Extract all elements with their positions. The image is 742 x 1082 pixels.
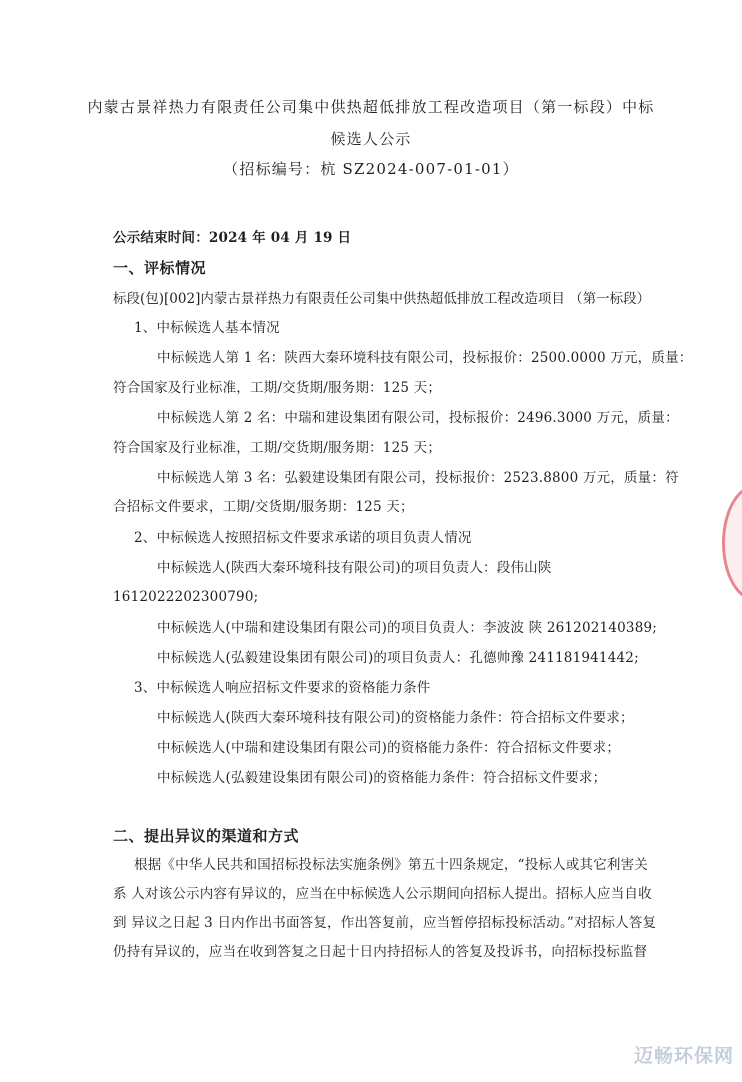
candidate-1-line-2: 符合国家及行业标准，工期/交货期/服务期：125 天； — [113, 380, 442, 396]
candidate-3-line-1: 中标候选人第 3 名：弘毅建设集团有限公司，投标报价：2523.8800 万元，质量：符 — [157, 470, 679, 486]
objection-paragraph-line-4: 仍持有异议的，应当在收到答复之日起十日内持招标人的答复及投诉书，向招标投标监督 — [113, 944, 648, 960]
section-2-heading: 二、提出异议的渠道和方式 — [113, 827, 300, 845]
project-manager-1-line-1: 中标候选人(陕西大秦环境科技有限公司)的项目负责人：段伟山陕 — [157, 560, 552, 576]
tender-number: （招标编号：杭 SZ2024-007-01-01） — [223, 160, 519, 178]
subsection-2-heading: 2、中标候选人按照招标文件要求承诺的项目负责人情况 — [134, 530, 472, 546]
qualification-3: 中标候选人(弘毅建设集团有限公司)的资格能力条件：符合招标文件要求； — [157, 770, 607, 786]
objection-paragraph-line-3: 到 异议之日起 3 日内作出书面答复，作出答复前，应当暂停招标投标活动。”对招标人答复 — [113, 915, 657, 931]
project-manager-3: 中标候选人(弘毅建设集团有限公司)的项目负责人：孔德帅豫 241181941442; — [157, 650, 639, 666]
red-seal-stamp — [722, 485, 742, 601]
subsection-1-heading: 1、中标候选人基本情况 — [134, 320, 280, 336]
candidate-2-line-2: 符合国家及行业标准，工期/交货期/服务期：125 天； — [113, 440, 442, 456]
publicity-end-time: 公示结束时间：2024 年 04 月 19 日 — [113, 230, 352, 246]
project-manager-2: 中标候选人(中瑞和建设集团有限公司)的项目负责人：李波波 陕 261202140389; — [157, 620, 658, 636]
qualification-1: 中标候选人(陕西大秦环境科技有限公司)的资格能力条件：符合招标文件要求； — [157, 710, 634, 726]
objection-paragraph-line-1: 根据《中华人民共和国招标投标法实施条例》第五十四条规定，“投标人或其它利害关 — [134, 857, 649, 873]
objection-paragraph-line-2: 系 人对该公示内容有异议的，应当在中标候选人公示期间向招标人提出。招标人应当自收 — [113, 886, 652, 902]
candidate-1-line-1: 中标候选人第 1 名：陕西大秦环境科技有限公司，投标报价：2500.0000 万元，质量： — [157, 350, 693, 366]
document-title-line-2: 候选人公示 — [330, 130, 412, 148]
lot-line: 标段(包)[002]内蒙古景祥热力有限责任公司集中供热超低排放工程改造项目 （第一标段） — [113, 291, 651, 307]
qualification-2: 中标候选人(中瑞和建设集团有限公司)的资格能力条件：符合招标文件要求； — [157, 740, 621, 756]
site-watermark: 迈畅环保网 — [633, 1045, 734, 1067]
section-1-heading: 一、评标情况 — [113, 259, 207, 277]
candidate-3-line-2: 合招标文件要求，工期/交货期/服务期：125 天； — [113, 499, 414, 515]
document-title-line-1: 内蒙古景祥热力有限责任公司集中供热超低排放工程改造项目（第一标段）中标 — [87, 98, 655, 116]
project-manager-1-line-2: 1612022202300790; — [113, 589, 259, 605]
subsection-3-heading: 3、中标候选人响应招标文件要求的资格能力条件 — [134, 680, 431, 696]
candidate-2-line-1: 中标候选人第 2 名：中瑞和建设集团有限公司，投标报价：2496.3000 万元，质量： — [157, 410, 679, 426]
